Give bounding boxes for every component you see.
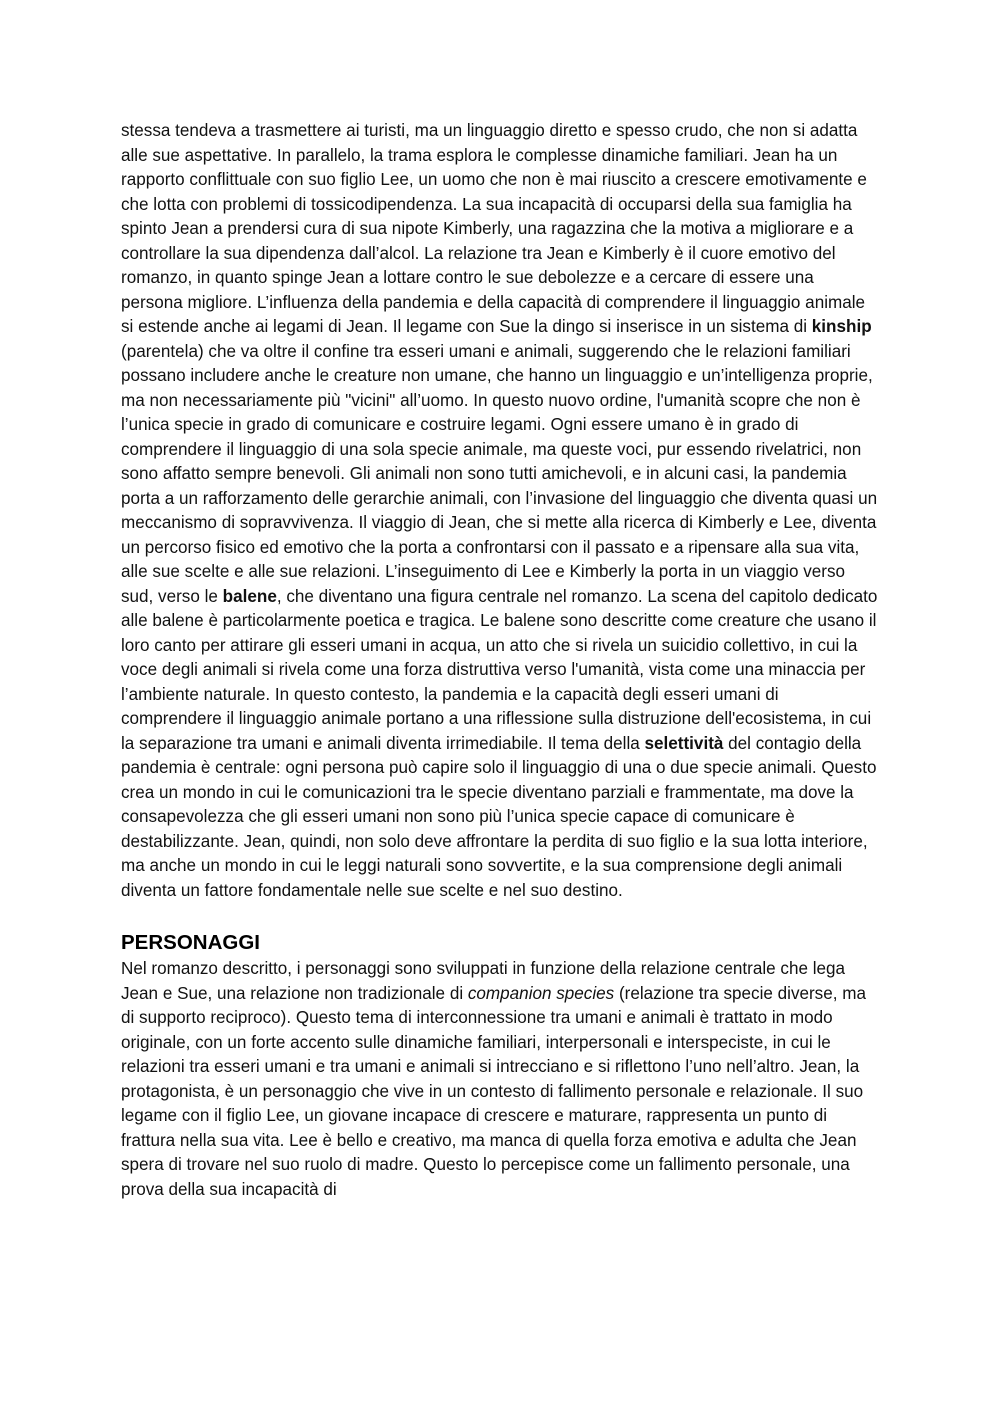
paragraph-text: , che diventano una figura centrale nel romanzo. La scena del capitolo dedicato alle balene è particolarmente poetica e tragica. Le balene sono descritte come creature che usano il loro canto per attirare gli esseri umani in acqua, un atto che si rivela un suicidio collettivo, in cui la voce degli animali si rivela come una forza distruttiva verso l'umanità, vista come una minaccia per l’ambiente naturale. In questo contesto, la pandemia e la capacità degli esseri umani di comprendere il linguaggio animale portano a una riflessione sulla distruzione dell'ecosistema, in cui la separazione tra umani e animali diventa irrimediabile. Il tema della [121,586,878,753]
bold-term-selettivita: selettività [644,733,724,753]
body-paragraph-plot [121,119,879,903]
paragraph-text: (relazione tra specie diverse, ma di supporto reciproco). Questo tema di interconnessione tra umani e animali è trattato in modo originale, con un forte accento sulle dinamiche familiari, interpersonali e interspeciste, in cui le relazioni tra esseri umani e tra umani e animali si intrecciano e si riflettono l’uno nell’altro. Jean, la protagonista, è un personaggio che vive in un contesto di fallimento personale e relazionale. Il suo legame con il figlio Lee, un giovane incapace di crescere e maturare, rappresenta un punto di frattura nella sua vita. Lee è bello e creativo, ma manca di quella forza emotiva e adulta che Jean spera di trovare nel suo ruolo di madre. Questo lo percepisce come un fallimento personale, una prova della sua incapacità di [121,983,866,1199]
paragraph-text: Nel romanzo descritto, i personaggi sono sviluppati in funzione della relazione centrale che lega Jean e Sue, una relazione non tradizionale di [121,959,846,1003]
bold-term-kinship: kinship [811,317,872,336]
document-page [121,119,879,1202]
body-paragraph-characters [121,957,879,1202]
paragraph-text: (parentela) che va oltre il confine tra esseri umani e animali, suggerendo che le relazioni familiari possano includere anche le creature non umane, che hanno un linguaggio e un’intelligenza proprie, ma non necessariamente più "vicini" all’uomo. In questo nuovo ordine, l'umanità scopre che non è l’unica specie in grado di comunicare e costruire legami. Ogni essere umano è in grado di comprendere il linguaggio di una sola specie animale, ma queste voci, pur essendo rivelatrici, non sono affatto sempre benevoli. Gli animali non sono tutti amichevoli, e in alcuni casi, la pandemia porta a un rafforzamento delle gerarchie animali, con l’invasione del linguaggio che diventa quasi un meccanismo di sopravvivenza. Il viaggio di Jean, che si mette alla ricerca di Kimberly e Lee, diventa un percorso fisico ed emotivo che la porta a confrontarsi con il passato e a ripensare alla sua vita, alle sue scelte e alle sue relazioni. L’inseguimento di Lee e Kimberly la porta in un viaggio verso sud, verso le [121,341,878,606]
bold-term-balene: balene [222,586,277,606]
italic-term-companion-species: companion species [467,983,615,1003]
paragraph-text: stessa tendeva a trasmettere ai turisti, ma un linguaggio diretto e spesso crudo, che non si adatta alle sue aspettative. In parallelo, la trama esplora le complesse dinamiche familiari. Jean ha un rapporto conflittuale con suo figlio Lee, un uomo che non è mai riuscito a crescere emotivamente e che lotta con problemi di tossicodipendenza. La sua incapacità di occuparsi della sua famiglia ha spinto Jean a prendersi cura di sua nipote Kimberly, una ragazzina che la motiva a migliorare e a controllare la sua dipendenza dall’alcol. La relazione tra Jean e Kimberly è il cuore emotivo del romanzo, in quanto spinge Jean a lottare contro le sue debolezze e a cercare di essere una persona migliore. L’influenza della pandemia e della capacità di comprendere il linguaggio animale si estende anche ai legami di Jean. Il legame con Sue la dingo si inserisce in un sistema di [121,121,867,336]
section-heading-personaggi: PERSONAGGI [121,931,260,954]
paragraph-text: del contagio della pandemia è centrale: ogni persona può capire solo il linguaggio di una o due specie animali. Questo crea un mondo in cui le comunicazioni tra le specie diventano parziali e frammentate, ma dove la consapevolezza che gli esseri umani non sono più l’unica specie capace di comunicare è destabilizzante. Jean, quindi, non solo deve affrontare la perdita di suo figlio e la sua lotta interiore, ma anche un mondo in cui le leggi naturali sono sovvertite, e la sua comprensione degli animali diventa un fattore fondamentale nelle sue scelte e nel suo destino. [121,733,877,900]
